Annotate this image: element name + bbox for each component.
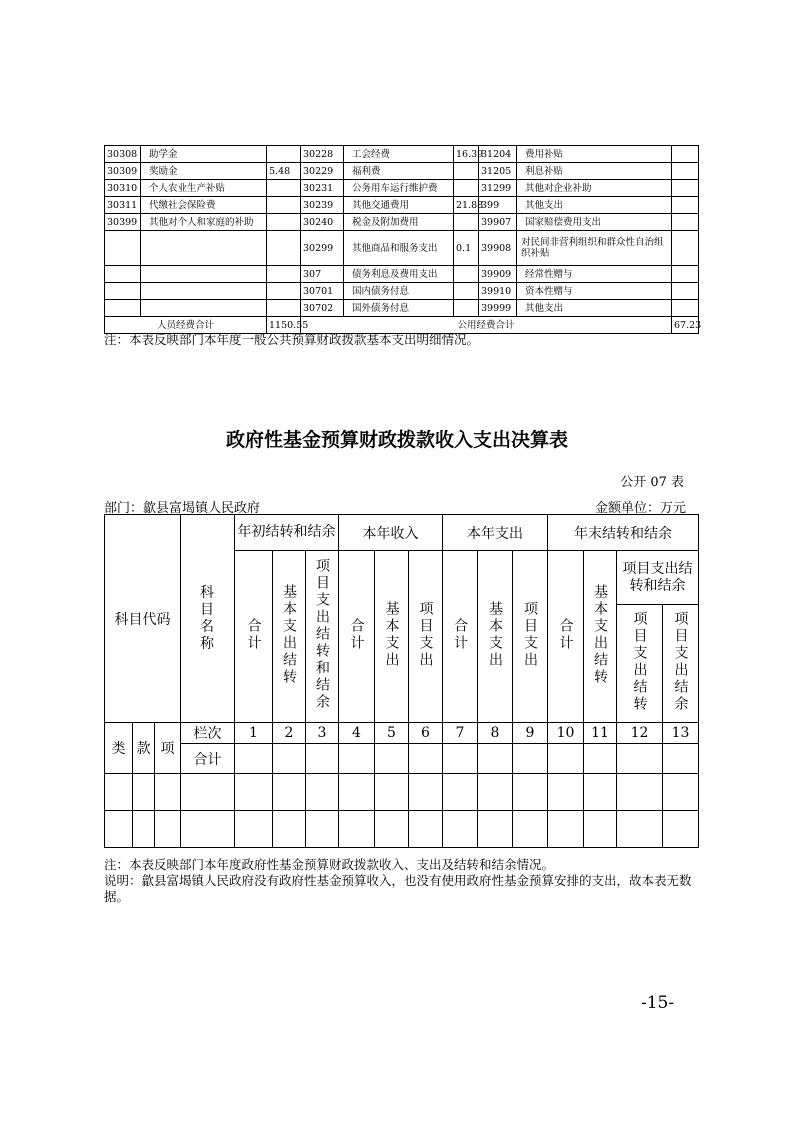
expense-cell-c1: [105, 300, 141, 317]
page-number: -15-: [641, 993, 675, 1013]
expense-cell-c1: 30311: [105, 197, 141, 214]
cell: [306, 811, 339, 848]
expense-cell-n3: 利息补贴: [517, 163, 672, 180]
expense-detail-table: [104, 145, 702, 334]
col-closing-total: 合计: [548, 551, 584, 723]
col-closing-project-balance: 项目支出结余: [663, 605, 699, 723]
cell: [339, 744, 375, 774]
cell: [339, 774, 375, 811]
personnel-total-value: 1150.55: [267, 317, 301, 334]
col-income-project: 项目支出: [409, 551, 443, 723]
expense-cell-n3: 其他支出: [517, 197, 672, 214]
cell: [273, 774, 306, 811]
cell: [548, 811, 584, 848]
cell: [584, 774, 617, 811]
cell: [155, 774, 181, 811]
expense-cell-n1: 奖励金: [141, 163, 267, 180]
expense-cell-c3: 39910: [479, 283, 517, 300]
note-fund: [104, 857, 704, 905]
header-annual-expense: 本年支出: [443, 515, 548, 551]
form-number: 公开 07 表: [620, 475, 684, 490]
cell: [443, 744, 478, 774]
expense-row: [105, 197, 699, 214]
header-closing-balance: 年末结转和结余: [548, 515, 699, 551]
cell: [548, 774, 584, 811]
column-number: 3: [306, 723, 339, 744]
expense-cell-v2: [454, 163, 479, 180]
expense-cell-v3: [672, 231, 699, 266]
public-total-label: 公用经费合计: [301, 317, 672, 334]
expense-row: [105, 180, 699, 197]
column-number: 7: [443, 723, 478, 744]
cell: [617, 811, 663, 848]
expense-cell-c2: 30229: [301, 163, 344, 180]
cell: [306, 744, 339, 774]
cell: [105, 774, 133, 811]
expense-cell-v3: [672, 180, 699, 197]
expense-cell-v1: [267, 197, 301, 214]
cell: [478, 744, 513, 774]
col-opening-basic: 基本支出结转: [273, 551, 306, 723]
expense-cell-n1: [141, 283, 267, 300]
cell: [409, 744, 443, 774]
expense-cell-v3: [672, 197, 699, 214]
expense-cell-n3: 对民间非营利组织和群众性自治组织补贴: [517, 231, 672, 266]
expense-cell-n1: 个人农业生产补贴: [141, 180, 267, 197]
expense-cell-n2: 福利费: [344, 163, 454, 180]
expense-cell-v1: 5.48: [267, 163, 301, 180]
cell: [235, 811, 273, 848]
expense-cell-n1: 代缴社会保险费: [141, 197, 267, 214]
cell: [375, 744, 409, 774]
col-opening-project: 项目支出结转和结余: [306, 551, 339, 723]
expense-row: [105, 300, 699, 317]
col-closing-basic: 基本支出结转: [584, 551, 617, 723]
expense-cell-v2: [454, 266, 479, 283]
cell: [273, 811, 306, 848]
cell: [513, 811, 548, 848]
expense-cell-c2: 30702: [301, 300, 344, 317]
expense-cell-v1: [267, 146, 301, 163]
column-number: 1: [235, 723, 273, 744]
expense-cell-n3: 费用补贴: [517, 146, 672, 163]
expense-cell-v2: 0.1: [454, 231, 479, 266]
col-opening-total: 合计: [235, 551, 273, 723]
header-opening-balance: 年初结转和结余: [235, 515, 339, 551]
cell: [513, 774, 548, 811]
expense-cell-v3: [672, 214, 699, 231]
col-income-total: 合计: [339, 551, 375, 723]
cell: [443, 811, 478, 848]
expense-cell-c3: 399: [479, 197, 517, 214]
expense-cell-c3: 39999: [479, 300, 517, 317]
header-subject-name: 科目名称: [181, 515, 235, 723]
note-fund-line1: 注：本表反映部门本年度政府性基金预算财政拨款收入、支出及结转和结余情况。: [104, 857, 555, 872]
expense-cell-c2: 30228: [301, 146, 344, 163]
cell: [663, 744, 699, 774]
expense-row: [105, 231, 699, 266]
expense-cell-v1: [267, 266, 301, 283]
expense-cell-n1: [141, 231, 267, 266]
amount-unit-label: 金额单位：万元: [594, 501, 686, 516]
expense-cell-v3: [672, 283, 699, 300]
expense-cell-c2: 30231: [301, 180, 344, 197]
column-number: 12: [617, 723, 663, 744]
note-basic-expense: 注：本表反映部门本年度一般公共预算财政拨款基本支出明细情况。: [104, 332, 480, 347]
cell: [181, 811, 235, 848]
column-number: 6: [409, 723, 443, 744]
expense-cell-n2: 国内债务付息: [344, 283, 454, 300]
expense-cell-c1: [105, 283, 141, 300]
cell: [339, 811, 375, 848]
expense-cell-c1: 30310: [105, 180, 141, 197]
row-label-lei: 类: [105, 723, 133, 774]
cell: [478, 774, 513, 811]
expense-cell-v1: [267, 283, 301, 300]
expense-cell-v3: [672, 146, 699, 163]
cell: [273, 744, 306, 774]
expense-cell-c3: 39909: [479, 266, 517, 283]
expense-cell-n2: 税金及附加费用: [344, 214, 454, 231]
cell: [409, 811, 443, 848]
cell: [155, 811, 181, 848]
expense-cell-n1: [141, 300, 267, 317]
column-number: 11: [584, 723, 617, 744]
expense-cell-n3: 资本性赠与: [517, 283, 672, 300]
column-number: 13: [663, 723, 699, 744]
expense-cell-v2: 21.88: [454, 197, 479, 214]
expense-cell-c3: 39908: [479, 231, 517, 266]
expense-cell-n1: 其他对个人和家庭的补助: [141, 214, 267, 231]
cell: [513, 744, 548, 774]
header-closing-project: 项目支出结转和结余: [617, 551, 699, 605]
header-annual-income: 本年收入: [339, 515, 443, 551]
cell: [584, 744, 617, 774]
cell: [617, 774, 663, 811]
cell: [663, 774, 699, 811]
expense-row: [105, 266, 699, 283]
cell: [133, 811, 155, 848]
expense-cell-v2: [454, 283, 479, 300]
expense-cell-v2: [454, 300, 479, 317]
expense-row: [105, 283, 699, 300]
column-number: 5: [375, 723, 409, 744]
note-fund-line2: 说明：歙县富堨镇人民政府没有政府性基金预算收入，也没有使用政府性基金预算安排的支出，故本表无数据。: [104, 873, 692, 904]
page-title: 政府性基金预算财政拨款收入支出决算表: [225, 429, 568, 451]
expense-cell-c1: 30399: [105, 214, 141, 231]
cell: [617, 744, 663, 774]
row-label-xiang: 项: [155, 723, 181, 774]
expense-cell-c1: [105, 231, 141, 266]
expense-cell-v2: [454, 214, 479, 231]
cell: [548, 744, 584, 774]
expense-cell-c2: 307: [301, 266, 344, 283]
col-expense-basic: 基本支出: [478, 551, 513, 723]
col-expense-project: 项目支出: [513, 551, 548, 723]
expense-row: [105, 163, 699, 180]
cell: [584, 811, 617, 848]
expense-row: [105, 214, 699, 231]
expense-cell-c2: 30239: [301, 197, 344, 214]
expense-cell-v3: [672, 266, 699, 283]
expense-cell-c3: 31205: [479, 163, 517, 180]
expense-row: [105, 146, 699, 163]
column-number: 4: [339, 723, 375, 744]
cell: [478, 811, 513, 848]
expense-cell-c2: 30701: [301, 283, 344, 300]
cell: [181, 774, 235, 811]
expense-cell-v1: [267, 214, 301, 231]
cell: [375, 774, 409, 811]
expense-cell-c2: 30240: [301, 214, 344, 231]
expense-cell-n2: 其他商品和服务支出: [344, 231, 454, 266]
cell: [235, 774, 273, 811]
column-number: 9: [513, 723, 548, 744]
row-label-total: 合计: [181, 744, 235, 774]
expense-cell-n2: 其他交通费用: [344, 197, 454, 214]
expense-cell-n3: 经常性赠与: [517, 266, 672, 283]
col-income-basic: 基本支出: [375, 551, 409, 723]
expense-cell-c1: 30309: [105, 163, 141, 180]
expense-cell-n3: 国家赔偿费用支出: [517, 214, 672, 231]
column-number: 8: [478, 723, 513, 744]
column-number: 10: [548, 723, 584, 744]
cell: [235, 744, 273, 774]
public-total-value: 67.23: [672, 317, 699, 334]
cell: [409, 774, 443, 811]
expense-cell-n1: 助学金: [141, 146, 267, 163]
expense-cell-c3: 31299: [479, 180, 517, 197]
expense-cell-c1: 30308: [105, 146, 141, 163]
expense-cell-n2: 工会经费: [344, 146, 454, 163]
row-label-kuan: 款: [133, 723, 155, 774]
expense-cell-c3: 31204: [479, 146, 517, 163]
header-subject-code: 科目代码: [105, 515, 181, 723]
cell: [133, 774, 155, 811]
expense-cell-n2: 公务用车运行维护费: [344, 180, 454, 197]
cell: [443, 774, 478, 811]
cell: [375, 811, 409, 848]
expense-cell-v2: [454, 180, 479, 197]
expense-cell-n2: 国外债务付息: [344, 300, 454, 317]
expense-cell-v1: [267, 300, 301, 317]
expense-cell-v1: [267, 231, 301, 266]
row-label-column-no: 栏次: [181, 723, 235, 744]
expense-cell-n1: [141, 266, 267, 283]
expense-cell-c2: 30299: [301, 231, 344, 266]
expense-cell-v1: [267, 180, 301, 197]
cell: [105, 811, 133, 848]
cell: [663, 811, 699, 848]
personnel-total-label: 人员经费合计: [105, 317, 267, 334]
government-fund-table: [104, 514, 699, 848]
col-closing-project-carryover: 项目支出结转: [617, 605, 663, 723]
expense-cell-n3: 其他对企业补助: [517, 180, 672, 197]
expense-cell-v3: [672, 300, 699, 317]
expense-cell-n3: 其他支出: [517, 300, 672, 317]
expense-cell-v2: 16.39: [454, 146, 479, 163]
col-expense-total: 合计: [443, 551, 478, 723]
expense-cell-c3: 39907: [479, 214, 517, 231]
cell: [306, 774, 339, 811]
expense-cell-n2: 债务利息及费用支出: [344, 266, 454, 283]
expense-cell-c1: [105, 266, 141, 283]
department-label: 部门：歙县富堨镇人民政府: [104, 501, 261, 516]
column-number: 2: [273, 723, 306, 744]
expense-cell-v3: [672, 163, 699, 180]
